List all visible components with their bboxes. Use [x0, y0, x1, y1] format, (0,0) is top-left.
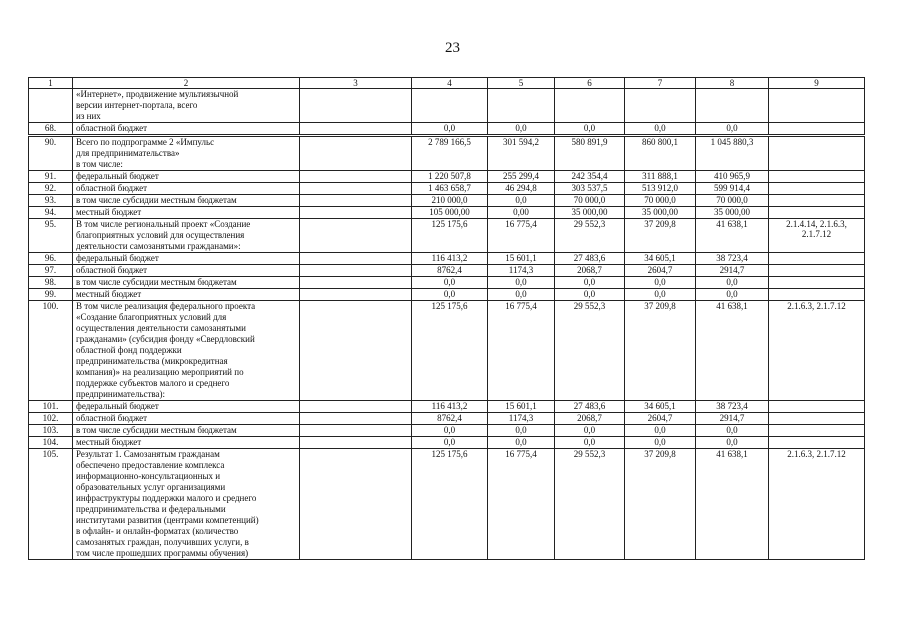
row-col3: [300, 449, 412, 560]
row-year-1: 0,0: [488, 277, 555, 289]
row-year-3: 311 888,1: [625, 171, 696, 183]
row-total: 0,0: [412, 289, 488, 301]
row-total: 0,0: [412, 123, 488, 136]
row-codes: [769, 136, 865, 171]
table-row: [29, 89, 865, 123]
row-codes: 2.1.6.3, 2.1.7.12: [769, 301, 865, 401]
row-total: 1 463 658,7: [412, 183, 488, 195]
row-year-4: 0,0: [696, 425, 769, 437]
row-year-1: 0,0: [488, 289, 555, 301]
row-year-3: 2604,7: [625, 265, 696, 277]
row-total: 8762,4: [412, 265, 488, 277]
row-number: 96.: [29, 253, 73, 265]
row-name: в том числе субсидии местным бюджетам: [73, 425, 300, 437]
column-header: 6: [555, 78, 625, 89]
row-number: 94.: [29, 207, 73, 219]
row-year-4: 41 638,1: [696, 219, 769, 253]
row-total: 210 000,0: [412, 195, 488, 207]
row-col3: [300, 123, 412, 136]
row-year-2: 29 552,3: [555, 449, 625, 560]
row-col3: [300, 425, 412, 437]
row-year-4: 599 914,4: [696, 183, 769, 195]
table-row: [29, 301, 865, 401]
row-year-3: 34 605,1: [625, 401, 696, 413]
row-year-2: 29 552,3: [555, 219, 625, 253]
row-year-2: [555, 89, 625, 123]
table-row: [29, 277, 865, 289]
row-year-3: 37 209,8: [625, 301, 696, 401]
row-year-4: 0,0: [696, 277, 769, 289]
row-year-3: 35 000,00: [625, 207, 696, 219]
row-year-4: [696, 89, 769, 123]
row-number: 91.: [29, 171, 73, 183]
row-number: 68.: [29, 123, 73, 136]
row-year-2: 0,0: [555, 425, 625, 437]
row-name: местный бюджет: [73, 437, 300, 449]
row-number: 99.: [29, 289, 73, 301]
row-year-4: 0,0: [696, 437, 769, 449]
row-codes: [769, 253, 865, 265]
row-year-2: 0,0: [555, 277, 625, 289]
row-col3: [300, 89, 412, 123]
column-header: 4: [412, 78, 488, 89]
row-name: областной бюджет: [73, 123, 300, 136]
table-row: [29, 195, 865, 207]
row-year-1: 0,0: [488, 437, 555, 449]
row-year-2: 303 537,5: [555, 183, 625, 195]
row-year-4: 38 723,4: [696, 401, 769, 413]
row-year-4: 38 723,4: [696, 253, 769, 265]
page-number: 23: [445, 40, 460, 56]
row-year-3: 0,0: [625, 289, 696, 301]
row-number: 98.: [29, 277, 73, 289]
column-header: 7: [625, 78, 696, 89]
row-total: 0,0: [412, 437, 488, 449]
row-year-1: 0,00: [488, 207, 555, 219]
column-header: 9: [769, 78, 865, 89]
row-total: 116 413,2: [412, 401, 488, 413]
row-name: областной бюджет: [73, 183, 300, 195]
header-row: [29, 78, 865, 89]
row-name: местный бюджет: [73, 207, 300, 219]
row-total: 125 175,6: [412, 449, 488, 560]
row-col3: [300, 219, 412, 253]
table-row: [29, 123, 865, 136]
row-year-2: 29 552,3: [555, 301, 625, 401]
row-year-3: 0,0: [625, 123, 696, 136]
row-year-2: 70 000,0: [555, 195, 625, 207]
row-codes: 2.1.6.3, 2.1.7.12: [769, 449, 865, 560]
row-codes: [769, 265, 865, 277]
row-number: 103.: [29, 425, 73, 437]
table-row: [29, 289, 865, 301]
row-year-1: 1174,3: [488, 265, 555, 277]
row-codes: [769, 207, 865, 219]
row-name: в том числе субсидии местным бюджетам: [73, 195, 300, 207]
row-col3: [300, 207, 412, 219]
row-col3: [300, 413, 412, 425]
row-number: 102.: [29, 413, 73, 425]
row-year-2: 0,0: [555, 437, 625, 449]
column-header: 1: [29, 78, 73, 89]
row-year-1: 46 294,8: [488, 183, 555, 195]
row-codes: [769, 277, 865, 289]
row-total: 8762,4: [412, 413, 488, 425]
table-row: [29, 401, 865, 413]
row-number: 104.: [29, 437, 73, 449]
row-total: 1 220 507,8: [412, 171, 488, 183]
row-year-4: 41 638,1: [696, 301, 769, 401]
row-number: 95.: [29, 219, 73, 253]
row-year-3: 34 605,1: [625, 253, 696, 265]
row-number: 93.: [29, 195, 73, 207]
row-number: 92.: [29, 183, 73, 195]
row-total: 105 000,00: [412, 207, 488, 219]
row-col3: [300, 265, 412, 277]
row-year-1: 15 601,1: [488, 253, 555, 265]
row-name: «Интернет», продвижение мультиязычной версии интернет-портала, всего из них: [73, 89, 300, 123]
row-total: 125 175,6: [412, 301, 488, 401]
row-name: В том числе региональный проект «Создание благоприятных условий для осуществления деятельности самозанятыми гражданами»:: [73, 219, 300, 253]
row-year-1: 0,0: [488, 195, 555, 207]
row-codes: [769, 89, 865, 123]
row-name: в том числе субсидии местным бюджетам: [73, 277, 300, 289]
table-row: [29, 253, 865, 265]
table-row: [29, 207, 865, 219]
row-codes: [769, 195, 865, 207]
row-year-3: [625, 89, 696, 123]
row-codes: [769, 437, 865, 449]
row-year-3: 70 000,0: [625, 195, 696, 207]
row-year-2: 2068,7: [555, 265, 625, 277]
column-header: 8: [696, 78, 769, 89]
table-row: [29, 425, 865, 437]
column-header: 2: [73, 78, 300, 89]
row-year-2: 0,0: [555, 289, 625, 301]
row-col3: [300, 183, 412, 195]
row-year-1: 1174,3: [488, 413, 555, 425]
row-total: 2 789 166,5: [412, 136, 488, 171]
row-year-3: 0,0: [625, 277, 696, 289]
row-total: 125 175,6: [412, 219, 488, 253]
row-codes: [769, 425, 865, 437]
row-total: 116 413,2: [412, 253, 488, 265]
table-row: [29, 413, 865, 425]
row-year-3: 37 209,8: [625, 219, 696, 253]
row-codes: [769, 413, 865, 425]
row-codes: [769, 171, 865, 183]
row-year-1: 255 299,4: [488, 171, 555, 183]
row-year-1: 0,0: [488, 123, 555, 136]
row-codes: [769, 183, 865, 195]
row-year-1: 16 775,4: [488, 219, 555, 253]
row-col3: [300, 136, 412, 171]
row-year-4: 2914,7: [696, 265, 769, 277]
row-col3: [300, 253, 412, 265]
table-row: [29, 219, 865, 253]
row-number: [29, 89, 73, 123]
row-year-4: 0,0: [696, 289, 769, 301]
row-year-1: 16 775,4: [488, 301, 555, 401]
row-total: [412, 89, 488, 123]
row-name: федеральный бюджет: [73, 253, 300, 265]
table-row: [29, 183, 865, 195]
row-name: областной бюджет: [73, 265, 300, 277]
row-name: федеральный бюджет: [73, 171, 300, 183]
row-number: 100.: [29, 301, 73, 401]
row-year-4: 35 000,00: [696, 207, 769, 219]
row-year-3: 860 800,1: [625, 136, 696, 171]
row-codes: [769, 289, 865, 301]
row-name: местный бюджет: [73, 289, 300, 301]
row-year-1: [488, 89, 555, 123]
row-total: 0,0: [412, 277, 488, 289]
row-year-3: 0,0: [625, 425, 696, 437]
row-total: 0,0: [412, 425, 488, 437]
table-row: [29, 171, 865, 183]
row-year-4: 70 000,0: [696, 195, 769, 207]
row-codes: 2.1.4.14, 2.1.6.3, 2.1.7.12: [769, 219, 865, 253]
row-year-4: 41 638,1: [696, 449, 769, 560]
row-year-1: 16 775,4: [488, 449, 555, 560]
row-number: 101.: [29, 401, 73, 413]
row-year-2: 27 483,6: [555, 253, 625, 265]
row-name: В том числе реализация федерального проекта «Создание благоприятных условий для осуществления деятельности самозанятыми гражданами» (субсидия фонду «Свердловский областной фонд поддержки предпринимательства (микрокредитная компания)» на реализацию мероприятий по поддержке субъектов малого и среднего предпринимательства):: [73, 301, 300, 401]
row-year-2: 35 000,00: [555, 207, 625, 219]
row-number: 105.: [29, 449, 73, 560]
row-col3: [300, 401, 412, 413]
row-year-1: 0,0: [488, 425, 555, 437]
row-year-2: 0,0: [555, 123, 625, 136]
row-name: областной бюджет: [73, 413, 300, 425]
row-year-4: 2914,7: [696, 413, 769, 425]
row-number: 90.: [29, 136, 73, 171]
row-col3: [300, 171, 412, 183]
row-name: Результат 1. Самозанятым гражданам обеспечено предоставление комплекса информационно-консультационных и образовательных услуг организациями инфраструктуры поддержки малого и среднего предпринимательства и федеральными институтами развития (центрами компетенций) в офлайн- и онлайн-форматах (количество самозанятых граждан, получивших услуги, в том числе прошедших программы обучения): [73, 449, 300, 560]
row-year-4: 410 965,9: [696, 171, 769, 183]
row-codes: [769, 401, 865, 413]
table-row: [29, 136, 865, 171]
row-name: федеральный бюджет: [73, 401, 300, 413]
row-year-3: 513 912,0: [625, 183, 696, 195]
row-year-2: 2068,7: [555, 413, 625, 425]
column-header: 5: [488, 78, 555, 89]
table-row: [29, 449, 865, 560]
row-col3: [300, 195, 412, 207]
row-name: Всего по подпрограмме 2 «Импульс для предпринимательства» в том числе:: [73, 136, 300, 171]
row-year-2: 27 483,6: [555, 401, 625, 413]
row-year-3: 37 209,8: [625, 449, 696, 560]
row-col3: [300, 277, 412, 289]
row-year-1: 15 601,1: [488, 401, 555, 413]
column-header: 3: [300, 78, 412, 89]
row-year-4: 0,0: [696, 123, 769, 136]
table-row: [29, 437, 865, 449]
row-year-2: 580 891,9: [555, 136, 625, 171]
table-row: [29, 265, 865, 277]
row-codes: [769, 123, 865, 136]
row-col3: [300, 301, 412, 401]
budget-table: [28, 77, 865, 560]
row-col3: [300, 437, 412, 449]
row-year-2: 242 354,4: [555, 171, 625, 183]
row-year-1: 301 594,2: [488, 136, 555, 171]
row-number: 97.: [29, 265, 73, 277]
row-year-3: 2604,7: [625, 413, 696, 425]
row-year-4: 1 045 880,3: [696, 136, 769, 171]
row-year-3: 0,0: [625, 437, 696, 449]
row-col3: [300, 289, 412, 301]
